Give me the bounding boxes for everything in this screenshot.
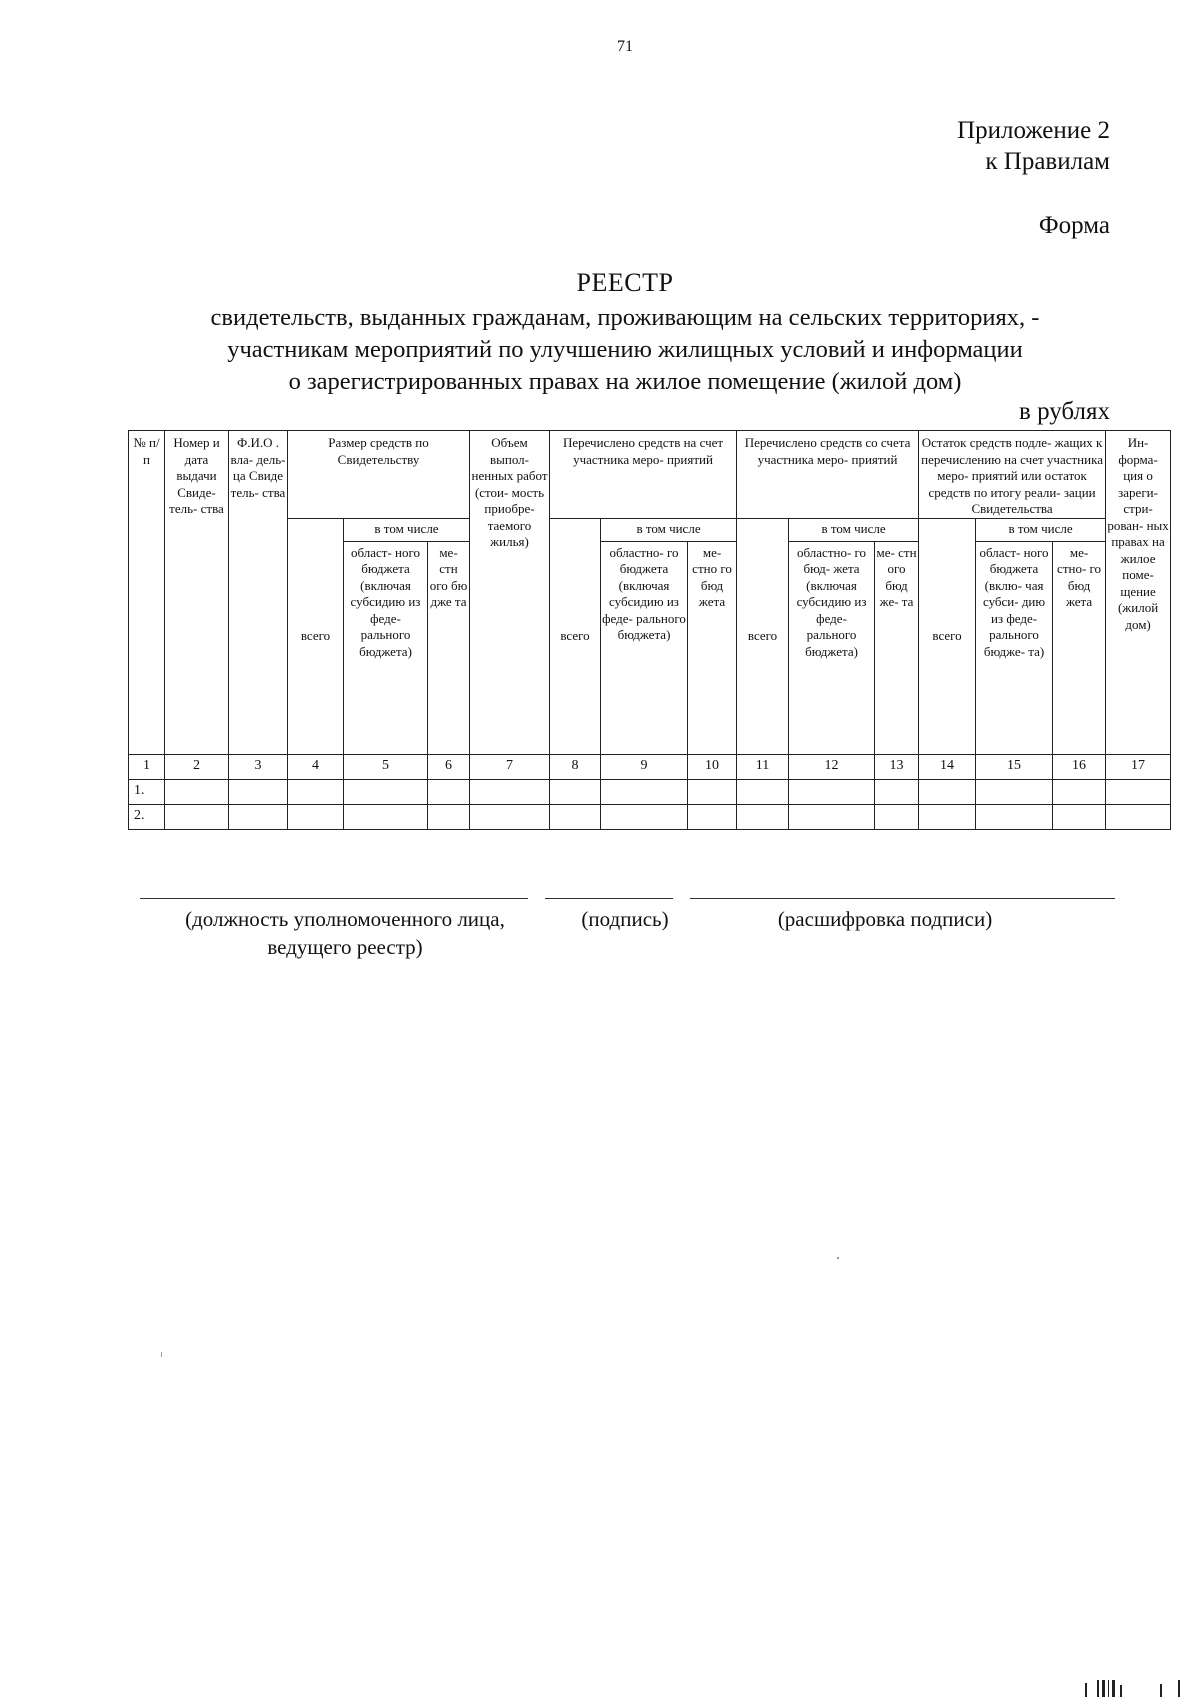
row-number: 1. [129, 779, 165, 804]
table-cell[interactable] [288, 779, 344, 804]
header-total: всего [737, 518, 789, 754]
column-number: 11 [737, 754, 789, 779]
column-number: 4 [288, 754, 344, 779]
subtitle-line-2: участникам мероприятий по улучшению жилищных условий и информации [227, 336, 1023, 363]
currency-note: в рублях [1019, 398, 1110, 425]
header-total: всего [550, 518, 601, 754]
column-number: 14 [919, 754, 976, 779]
header-local-budget: ме- стн ого бю дже та [428, 541, 470, 754]
table-cell[interactable] [1106, 779, 1171, 804]
header-row-1 [129, 431, 1171, 519]
table-cell[interactable] [737, 779, 789, 804]
scan-speck [161, 1352, 162, 1357]
signature-caption: (подпись) [581, 907, 669, 931]
table-cell[interactable] [601, 779, 688, 804]
header-regional-budget: областно- го бюд- жета (включая субсидию из феде- рального бюджета) [789, 541, 875, 754]
column-number: 2 [165, 754, 229, 779]
table-cell[interactable] [470, 779, 550, 804]
table-cell[interactable] [976, 779, 1053, 804]
position-caption-line-1: (должность уполномоченного лица, [185, 907, 505, 931]
form-label: Форма [1038, 212, 1110, 239]
table-row [129, 779, 1171, 804]
table-cell[interactable] [229, 779, 288, 804]
column-number: 15 [976, 754, 1053, 779]
header-including: в том числе [789, 518, 919, 541]
table-cell[interactable] [789, 779, 875, 804]
column-number: 8 [550, 754, 601, 779]
header-works-volume: Объем выпол- ненных работ (стои- мость приобре- таемого жилья) [470, 431, 550, 755]
table-cell[interactable] [550, 779, 601, 804]
appendix-line: Приложение 2 [957, 117, 1110, 144]
subtitle-line-1: свидетельств, выданных гражданам, проживающим на сельских территориях, - [210, 304, 1040, 331]
row-number: 2. [129, 804, 165, 829]
column-number: 3 [229, 754, 288, 779]
table-cell[interactable] [601, 804, 688, 829]
table-row [129, 804, 1171, 829]
table-cell[interactable] [165, 804, 229, 829]
header-transferred-to: Перечислено средств на счет участника меро- приятий [550, 431, 737, 519]
subtitle-line-3: о зарегистрированных правах на жилое помещение (жилой дом) [288, 368, 962, 395]
table-cell[interactable] [229, 804, 288, 829]
table-cell[interactable] [875, 804, 919, 829]
header-local-budget: ме- стно го бюд жета [688, 541, 737, 754]
table-cell[interactable] [428, 804, 470, 829]
header-owner-name: Ф.И.О . вла- дель- ца Свиде тель- ства [229, 431, 288, 755]
header-including: в том числе [601, 518, 737, 541]
column-number: 10 [688, 754, 737, 779]
appendix-rules-line: к Правилам [985, 148, 1110, 175]
document-subtitle [110, 302, 1140, 398]
header-regional-budget: област- ного бюджета (вклю- чая субси- дию из феде- рального бюдже- та) [976, 541, 1053, 754]
document-title: РЕЕСТР [576, 268, 674, 297]
table-cell[interactable] [1053, 779, 1106, 804]
column-number: 12 [789, 754, 875, 779]
table-cell[interactable] [344, 779, 428, 804]
header-registered-rights: Ин- форма- ция о зареги- стри- рован- ных правах на жилое поме- щение (жилой дом) [1106, 431, 1171, 755]
column-number: 1 [129, 754, 165, 779]
header-total: всего [919, 518, 976, 754]
table-cell[interactable] [1053, 804, 1106, 829]
table-cell[interactable] [165, 779, 229, 804]
column-number: 7 [470, 754, 550, 779]
table-cell[interactable] [789, 804, 875, 829]
table-cell[interactable] [737, 804, 789, 829]
table-cell[interactable] [1106, 804, 1171, 829]
position-caption [145, 905, 545, 961]
column-number: 13 [875, 754, 919, 779]
header-local-budget: ме- стно- го бюд жета [1053, 541, 1106, 754]
page-number: 71 [617, 38, 633, 55]
table-cell[interactable] [919, 779, 976, 804]
registry-table [128, 430, 1171, 830]
column-number: 5 [344, 754, 428, 779]
table-cell[interactable] [470, 804, 550, 829]
table-cell[interactable] [550, 804, 601, 829]
table-cell[interactable] [976, 804, 1053, 829]
header-transferred-from: Перечислено средств со счета участника меро- приятий [737, 431, 919, 519]
header-local-budget: ме- стн ого бюд же- та [875, 541, 919, 754]
barcode-fragment [1085, 1680, 1195, 1697]
column-number: 17 [1106, 754, 1171, 779]
table-cell[interactable] [688, 804, 737, 829]
header-regional-budget: област- ного бюджета (включая субсидию из феде- рального бюджета) [344, 541, 428, 754]
signature-decode-line [690, 898, 1115, 899]
signature-decode-caption: (расшифровка подписи) [777, 907, 993, 931]
table-cell[interactable] [919, 804, 976, 829]
table-cell[interactable] [688, 779, 737, 804]
column-number: 9 [601, 754, 688, 779]
header-amount: Размер средств по Свидетельству [288, 431, 470, 519]
column-number: 16 [1053, 754, 1106, 779]
appendix-reference [957, 115, 1110, 177]
header-num: № п/ п [129, 431, 165, 755]
header-balance: Остаток средств подле- жащих к перечислению на счет участника меро- приятий или остаток средств по итогу реали- зации Свидетельства [919, 431, 1106, 519]
table-cell[interactable] [344, 804, 428, 829]
position-signature-line [140, 898, 528, 899]
header-total: всего [288, 518, 344, 754]
position-caption-line-2: ведущего реестр) [267, 935, 423, 959]
header-regional-budget: областно- го бюджета (включая субсидию из феде- рального бюджета) [601, 541, 688, 754]
header-including: в том числе [344, 518, 470, 541]
header-certificate-number: Номер и дата выдачи Свиде- тель- ства [165, 431, 229, 755]
scan-speck [837, 1257, 839, 1259]
table-cell[interactable] [428, 779, 470, 804]
table-cell[interactable] [288, 804, 344, 829]
column-number: 6 [428, 754, 470, 779]
signature-line [545, 898, 673, 899]
header-including: в том числе [976, 518, 1106, 541]
table-cell[interactable] [875, 779, 919, 804]
column-number-row [129, 754, 1171, 779]
